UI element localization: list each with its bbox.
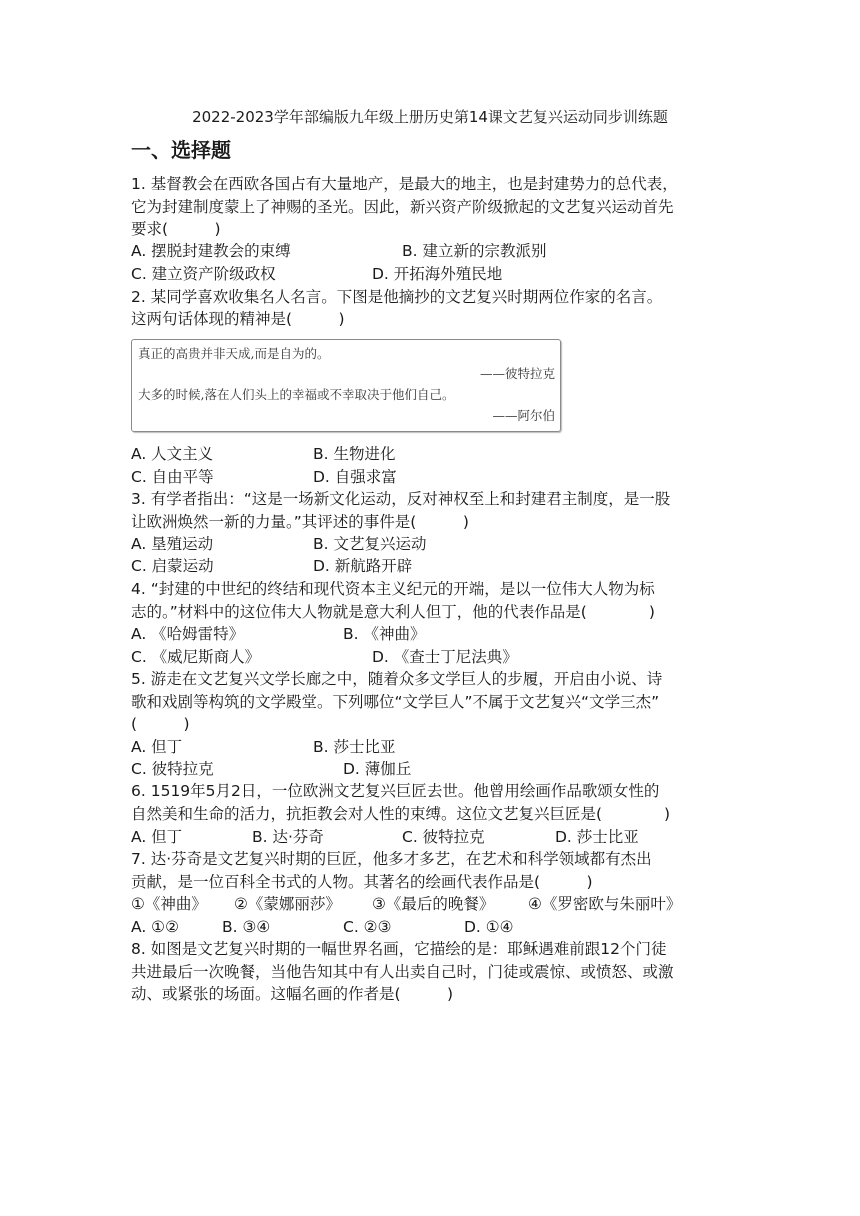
q5-stem-line-2: 歌和戏剧等构筑的文学殿堂。下列哪位“文学巨人”不属于文艺复兴“文学三杰” (131, 693, 660, 711)
q2-option-d: D. 自强求富 (313, 468, 397, 486)
q3-option-b: B. 文艺复兴运动 (313, 535, 427, 553)
q2-option-b: B. 生物进化 (313, 445, 396, 463)
q8-stem-line-3: 动、或紧张的场面。这幅名画的作者是( ) (131, 985, 454, 1003)
q7-option-d: D. ①④ (464, 918, 514, 936)
q5-option-a: A. 但丁 (131, 738, 183, 756)
q6-stem-line-1: 6. 1519年5月2日，一位欧洲文艺复兴巨匠去世。他曾用绘画作品歌颂女性的 (131, 782, 660, 800)
q5-stem-line-3: ( ) (131, 715, 190, 733)
q2-option-a: A. 人文主义 (131, 445, 214, 463)
q7-item-2: ②《蒙娜丽莎》 (234, 895, 341, 913)
q7-item-1: ①《神曲》 (131, 895, 207, 913)
q7-item-4: ④《罗密欧与朱丽叶》 (528, 895, 682, 913)
q8-stem-line-2: 共进最后一次晚餐，当他告知其中有人出卖自己时，门徒或震惊、或愤怒、或激 (131, 963, 674, 981)
q5-option-d: D. 薄伽丘 (343, 760, 412, 778)
q1-stem-line-2: 它为封建制度蒙上了神赐的圣光。因此，新兴资产阶级掀起的文艺复兴运动首先 (131, 198, 674, 216)
q2-stem-line-2: 这两句话体现的精神是( ) (131, 310, 345, 328)
q5-stem-line-1: 5. 游走在文艺复兴文学长廊之中，随着众多文学巨人的步履，开启由小说、诗 (131, 670, 663, 688)
q3-stem-line-2: 让欧洲焕然一新的力量。”其评述的事件是( ) (131, 513, 469, 531)
q7-stem-line-2: 贡献，是一位百科全书式的人物。其著名的绘画代表作品是( ) (131, 873, 593, 891)
q1-option-b: B. 建立新的宗教派别 (402, 242, 547, 260)
q5-option-b: B. 莎士比亚 (313, 738, 396, 756)
q3-stem-line-1: 3. 有学者指出：“这是一场新文化运动，反对神权至上和封建君主制度，是一股 (131, 490, 671, 508)
q6-option-a: A. 但丁 (131, 828, 183, 846)
q1-stem-line-1: 1. 基督教会在西欧各国占有大量地产，是最大的地主，也是封建势力的总代表， (131, 175, 678, 193)
q7-stem-line-1: 7. 达·芬奇是文艺复兴时期的巨匠，他多才多艺，在艺术和科学领域都有杰出 (131, 850, 652, 868)
q2-stem-line-1: 2. 某同学喜欢收集名人名言。下图是他摘抄的文艺复兴时期两位作家的名言。 (131, 288, 663, 306)
q3-option-a: A. 垦殖运动 (131, 535, 214, 553)
q6-option-d: D. 莎士比亚 (555, 828, 639, 846)
quote-image (131, 339, 561, 432)
q7-option-b: B. ③④ (222, 918, 271, 936)
q8-stem-line-1: 8. 如图是文艺复兴时期的一幅世界名画，它描绘的是：耶稣遇难前跟12个门徒 (131, 940, 667, 958)
q4-stem-line-2: 志的。”材料中的这位伟大人物就是意大利人但丁，他的代表作品是( ) (131, 603, 655, 621)
q1-option-a: A. 摆脱封建教会的束缚 (131, 242, 291, 260)
q6-stem-line-2: 自然美和生命的活力，抗拒教会对人性的束缚。这位文艺复兴巨匠是( ) (131, 805, 671, 823)
q2-option-c: C. 自由平等 (131, 468, 214, 486)
q6-option-b: B. 达·芬奇 (252, 828, 324, 846)
q5-option-c: C. 彼特拉克 (131, 760, 214, 778)
q7-option-c: C. ②③ (343, 918, 392, 936)
q3-option-d: D. 新航路开辟 (313, 557, 413, 575)
q4-option-a: A. 《哈姆雷特》 (131, 625, 245, 643)
q4-option-b: B. 《神曲》 (343, 625, 426, 643)
quote-1-author: ——彼特拉克 (479, 366, 555, 381)
q1-option-d: D. 开拓海外殖民地 (372, 265, 503, 283)
quote-2-author: ——阿尔伯 (492, 408, 555, 423)
q1-stem-line-3: 要求( ) (131, 220, 221, 238)
q4-option-d: D. 《查士丁尼法典》 (372, 648, 518, 666)
q7-item-3: ③《最后的晚餐》 (372, 895, 495, 913)
document-title: 2022-2023学年部编版九年级上册历史第14课文艺复兴运动同步训练题 (192, 108, 668, 126)
section-heading: 一、选择题 (131, 138, 231, 162)
quote-2: 大多的时候,落在人们头上的幸福或不幸取决于他们自己。 (138, 387, 455, 402)
quote-1: 真正的高贵并非天成,而是自为的。 (138, 346, 330, 361)
q4-stem-line-1: 4. “封建的中世纪的终结和现代资本主义纪元的开端，是以一位伟大人物为标 (131, 580, 655, 598)
q4-option-c: C. 《威尼斯商人》 (131, 648, 261, 666)
q1-option-c: C. 建立资产阶级政权 (131, 265, 276, 283)
q3-option-c: C. 启蒙运动 (131, 557, 214, 575)
q6-option-c: C. 彼特拉克 (402, 828, 485, 846)
q7-option-a: A. ①② (131, 918, 179, 936)
